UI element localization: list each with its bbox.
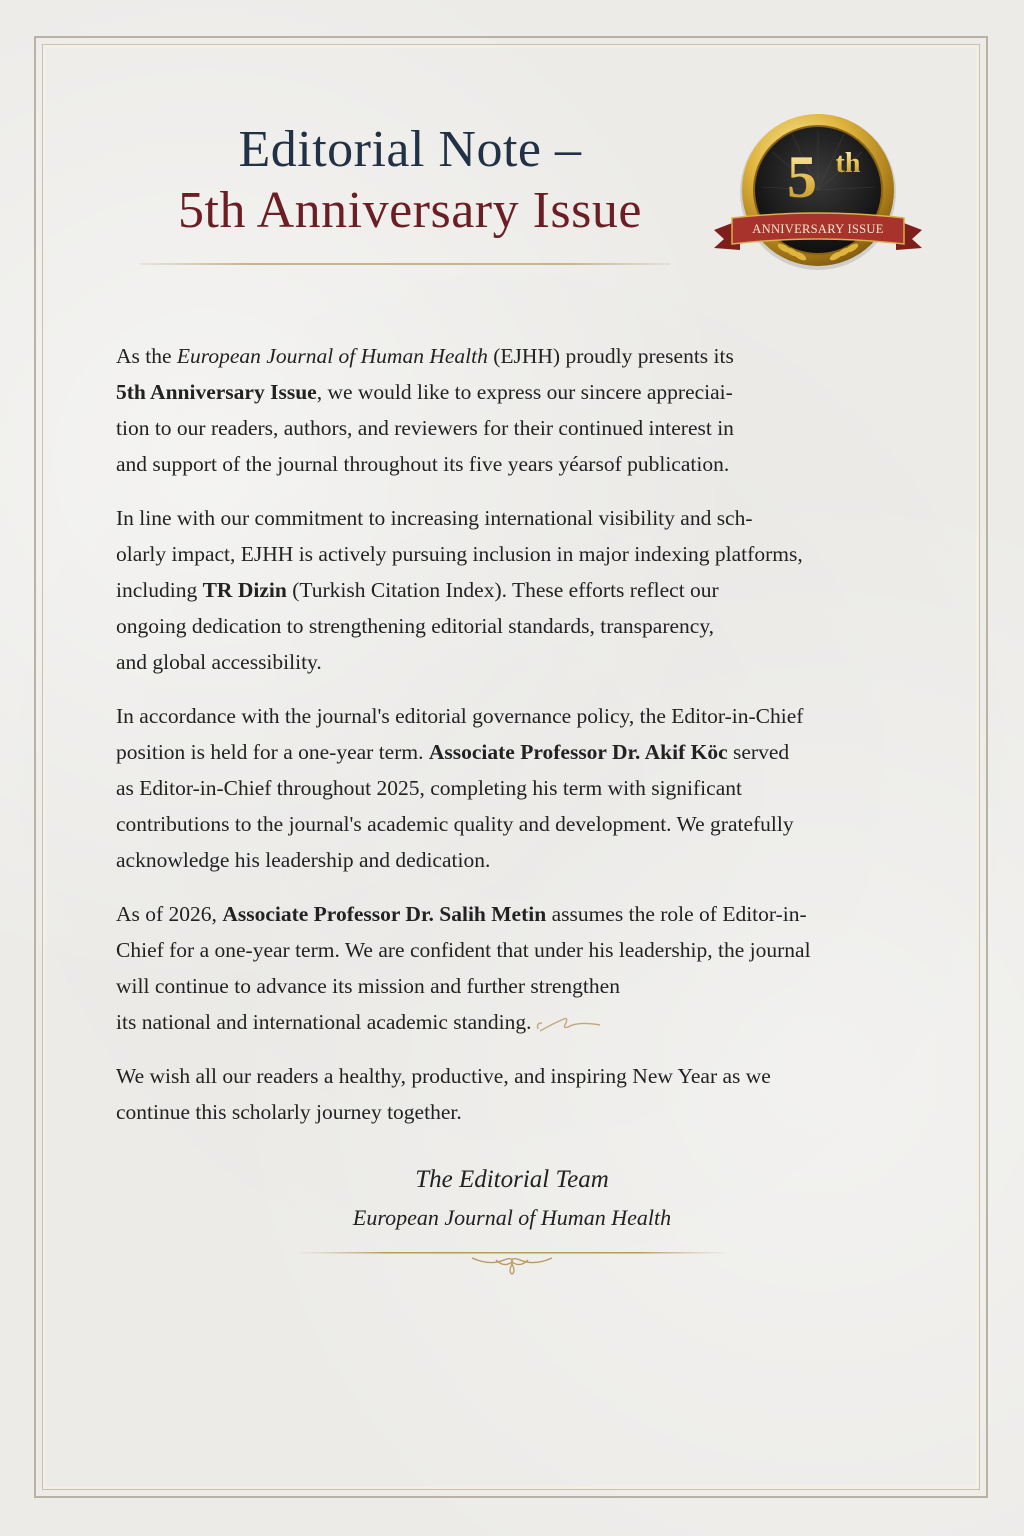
- text-run: including: [116, 578, 203, 602]
- bold-text: TR Dizin: [202, 578, 287, 602]
- title-line-2: 5th Anniversary Issue: [178, 182, 642, 239]
- page-title: [130, 120, 690, 242]
- anniversary-badge: [712, 112, 924, 272]
- badge-number: 5: [787, 144, 817, 210]
- text-run: position is held for a one-year term.: [116, 740, 429, 764]
- text-line: [116, 446, 946, 482]
- text-run: Chief for a one-year term. We are confident that under his leadership, the journal: [116, 938, 811, 962]
- text-line: [116, 1094, 946, 1130]
- text-run: ongoing dedication to strengthening editorial standards, transparency,: [116, 614, 715, 638]
- flourish-icon: [534, 1013, 604, 1035]
- scroll-flourish-icon: [472, 1258, 552, 1274]
- text-run: will continue to advance its mission and further strengthen: [116, 974, 620, 998]
- text-line: [116, 1004, 946, 1040]
- text-line: [116, 734, 946, 770]
- italic-text: European Journal of Human Health: [176, 344, 488, 368]
- editorial-body: [116, 338, 946, 1148]
- text-line: [116, 410, 946, 446]
- title-divider: [140, 263, 670, 265]
- text-line: [116, 572, 946, 608]
- text-run: its national and international academic standing.: [116, 1010, 532, 1034]
- text-line: [116, 896, 946, 932]
- bold-text: 5th Anniversary Issue: [116, 380, 317, 404]
- text-run: tion to our readers, authors, and reviewers for their continued interest in: [116, 416, 734, 440]
- text-line: [116, 338, 946, 374]
- text-run: and global accessibility.: [116, 650, 322, 674]
- text-line: [116, 770, 946, 806]
- badge-ribbon-text: ANNIVERSARY ISSUE: [752, 222, 884, 236]
- text-run: acknowledge his leadership and dedication.: [116, 848, 491, 872]
- text-line: [116, 698, 946, 734]
- text-run: In line with our commitment to increasing international visibility and sch-: [116, 506, 753, 530]
- text-run: As of 2026,: [116, 902, 223, 926]
- text-line: [116, 644, 946, 680]
- text-run: contributions to the journal's academic quality and development. We gratefully: [116, 812, 794, 836]
- paragraph: [116, 338, 946, 482]
- text-line: [116, 1058, 946, 1094]
- signature-journal: European Journal of Human Health: [352, 1205, 672, 1230]
- ornament-divider: [300, 1246, 724, 1282]
- text-run: (Turkish Citation Index). These efforts reflect our: [286, 578, 719, 602]
- text-line: [116, 842, 946, 878]
- text-run: assumes the role of Editor-in-: [546, 902, 807, 926]
- text-run: olarly impact, EJHH is actively pursuing inclusion in major indexing platforms,: [116, 542, 803, 566]
- text-run: We wish all our readers a healthy, productive, and inspiring New Year as we: [116, 1064, 771, 1088]
- text-line: [116, 500, 946, 536]
- paragraph: [116, 500, 946, 680]
- text-line: [116, 374, 946, 410]
- signature-team: The Editorial Team: [415, 1166, 609, 1193]
- text-line: [116, 968, 946, 1004]
- text-line: [116, 536, 946, 572]
- text-run: As the: [116, 344, 177, 368]
- bold-text: Associate Professor Dr. Salih Metin: [222, 902, 547, 926]
- text-line: [116, 806, 946, 842]
- text-line: [116, 608, 946, 644]
- text-run: , we would like to express our sincere appreciai-: [316, 380, 733, 404]
- text-run: served: [727, 740, 790, 764]
- text-run: as Editor-in-Chief throughout 2025, completing his term with significant: [116, 776, 742, 800]
- text-run: continue this scholarly journey together.: [116, 1100, 462, 1124]
- text-run: (EJHH) proudly presents its: [487, 344, 734, 368]
- bold-text: Associate Professor Dr. Akif Köc: [428, 740, 728, 764]
- paragraph: [116, 1058, 946, 1130]
- text-run: and support of the journal throughout its five years yéarsof publication.: [116, 452, 730, 476]
- text-run: In accordance with the journal's editorial governance policy, the Editor-in-Chief: [116, 704, 804, 728]
- text-line: [116, 932, 946, 968]
- title-line-1: Editorial Note –: [238, 121, 582, 178]
- paragraph: [116, 896, 946, 1040]
- paragraph: [116, 698, 946, 878]
- badge-suffix: th: [835, 148, 861, 179]
